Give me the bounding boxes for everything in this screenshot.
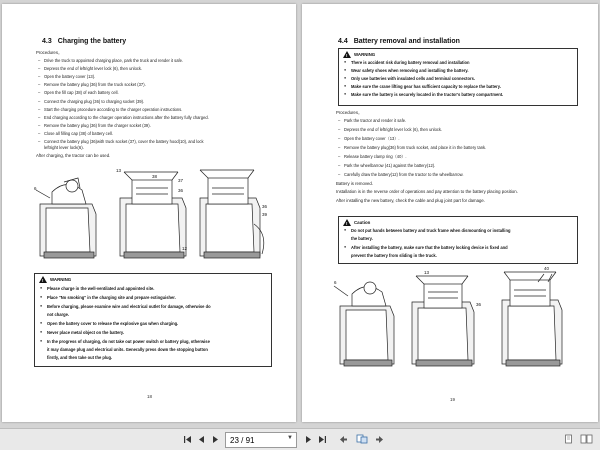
section-title: Battery removal and installation xyxy=(353,38,460,45)
figure-label: 6 xyxy=(334,280,337,285)
two-page-icon[interactable] xyxy=(579,433,593,445)
procedure-step: – Park the tractor and render it safe. xyxy=(344,118,406,123)
procedure-step: – Depress the end of leftright lever lock (6), then unlock. xyxy=(344,127,442,132)
next-page-icon[interactable] xyxy=(303,433,313,445)
procedure-step-continued: leftright lever lock(6). xyxy=(44,145,84,150)
warning-item-continued: firstly, and then take out the plug. xyxy=(47,355,113,360)
single-page-icon[interactable] xyxy=(563,433,573,445)
prev-page-icon[interactable] xyxy=(196,433,206,445)
installation-text: Installation is in the reverse order of operations and pay attention to the battery placing position. xyxy=(336,189,518,194)
battery-removal-figure xyxy=(332,266,572,376)
procedure-step: – Remove the battery plug(36) from truck socket, and place it in the battery tank. xyxy=(344,145,486,150)
page-18 xyxy=(2,4,296,422)
caution-item-continued: the battery. xyxy=(351,236,373,241)
page-19 xyxy=(302,4,598,422)
figure-label: 37 xyxy=(178,178,184,183)
page-number: 19 xyxy=(450,397,456,402)
viewer-toolbar xyxy=(0,428,600,450)
copy-pages-icon[interactable] xyxy=(355,433,369,445)
warning-item-continued: not charge. xyxy=(47,312,70,317)
procedure-step: – Release battery clamp ring（40）. xyxy=(344,154,407,159)
figure-label: 39 xyxy=(262,212,268,217)
caution-title: Caution xyxy=(354,220,371,225)
procedure-step: – Start the charging procedure according to the charger operation instructions. xyxy=(44,107,182,112)
warning-triangle-icon: ! xyxy=(343,51,351,58)
warning-item: ● Make sure the battery is securely located in the tractor's battery compartment. xyxy=(351,92,503,98)
forward-icon[interactable] xyxy=(374,433,384,445)
procedure-step: – Connect the charging plug (36) to charging socket (39). xyxy=(44,99,144,104)
section-title: Charging the battery xyxy=(57,38,127,45)
current-page-text: 23 / 91 xyxy=(230,435,255,445)
procedure-step: – Park the wheelbarrow (41) against the battery(12). xyxy=(344,163,435,168)
figure-label: 13 xyxy=(116,168,122,173)
warning-item: ● There is accident risk during battery removal and installation xyxy=(351,60,470,66)
procedure-step: – Connect the battery plug (36)with truck socket (37), cover the battery hood(10), and lock xyxy=(44,139,204,144)
figure-label: 6 xyxy=(34,186,37,191)
warning-item: ● Wear safety shoes when removing and installing the battery. xyxy=(351,68,468,74)
caution-item: ● After installing the battery, make sure that the battery locking device is fixed and xyxy=(351,245,508,251)
figure-label: 40 xyxy=(544,266,550,271)
warning-header xyxy=(39,276,71,283)
page-number-input[interactable] xyxy=(225,432,297,448)
page-number: 18 xyxy=(147,394,153,399)
chevron-down-icon[interactable]: ▼ xyxy=(287,435,293,441)
warning-item: ● Please charge in the well-ventilated and appointed site. xyxy=(47,286,154,292)
procedures-label: Procedures。 xyxy=(36,50,63,55)
warning-item: ● Never place metal object on the battery. xyxy=(47,330,124,336)
procedure-step: – Remove the battery plug (36) from the charger socket (39). xyxy=(44,123,151,128)
warning-item: ● Place "No smoking" in the charging site and prepare extinguisher. xyxy=(47,295,176,301)
after-charging-text: After charging, the tractor can be used. xyxy=(36,153,111,158)
section-heading xyxy=(338,38,460,45)
warning-box xyxy=(34,273,272,367)
procedure-step: – Open the fill cap (38) of each battery cell. xyxy=(44,90,119,95)
warning-item: ● Open the battery cover to release the explosive gas when charging. xyxy=(47,321,178,327)
procedure-step: – Remove the battery plug (36) from the truck socket (37). xyxy=(44,82,146,87)
warning-item: ● Only use batteries with insulated cells and terminal connectors. xyxy=(351,76,475,82)
caution-item-continued: prevent the battery from sliding in the truck. xyxy=(351,253,437,258)
warning-box xyxy=(338,48,578,106)
procedure-step: – Close all filling cap (38) of battery cell. xyxy=(44,131,113,136)
warning-triangle-icon: ! xyxy=(39,276,47,283)
warning-item: ● Before charging, please examine wire and electrical outlet for damage, otherwise do xyxy=(47,304,211,310)
procedure-step: – Open the battery cover（13）. xyxy=(344,136,400,141)
procedure-step: – Drive the truck to appointed charging place, park the truck and render it safe. xyxy=(44,58,183,63)
caution-box xyxy=(338,216,578,264)
figure-label: 36 xyxy=(178,188,184,193)
after-install-text: After installing the new battery, check the cable and plug joint part for damage. xyxy=(336,198,485,203)
back-icon[interactable] xyxy=(338,433,348,445)
procedures-label: Procedures。 xyxy=(336,110,363,115)
warning-item: ● In the progress of charging, do not take out power switch or battery plug, otherwise xyxy=(47,339,210,345)
warning-title: WARNING xyxy=(354,52,376,57)
figure-label: 13 xyxy=(424,270,430,275)
procedure-step: – Carefully draw the battery(12) from the tractor to the wheelbarrow. xyxy=(344,172,463,177)
first-page-icon[interactable] xyxy=(182,433,192,445)
warning-item-continued: it may damage plug and electrical units. Generally press down the stopping button xyxy=(47,347,208,352)
caution-triangle-icon: ! xyxy=(343,219,351,226)
section-number: 4.4 xyxy=(338,38,348,45)
procedure-step: – Depress the end of leftright lever lock (6), then unlock. xyxy=(44,66,142,71)
battery-removed-text: Battery is removed. xyxy=(336,181,374,186)
figure-label: 12 xyxy=(182,246,188,251)
last-page-icon[interactable] xyxy=(317,433,327,445)
warning-title: WARNING xyxy=(50,277,72,282)
next-page-icon[interactable] xyxy=(210,433,220,445)
procedure-step: – Open the battery cover (13). xyxy=(44,74,95,79)
section-number: 4.3 xyxy=(42,38,52,45)
warning-header xyxy=(343,51,375,58)
caution-item: ● Do not put hands between battery and truck frame when dismounting or installing xyxy=(351,228,510,234)
figure-label: 38 xyxy=(152,174,158,179)
caution-header xyxy=(343,219,370,226)
procedure-step: – End charging according to the charger operation instructions after the battery fully charged. xyxy=(44,115,209,120)
warning-item: ● Make sure the crane lifting gear has sufficient capacity to replace the battery. xyxy=(351,84,501,90)
charging-figure xyxy=(32,164,272,264)
section-heading xyxy=(42,38,126,45)
figure-label: 36 xyxy=(262,204,268,209)
figure-label: 36 xyxy=(476,302,482,307)
